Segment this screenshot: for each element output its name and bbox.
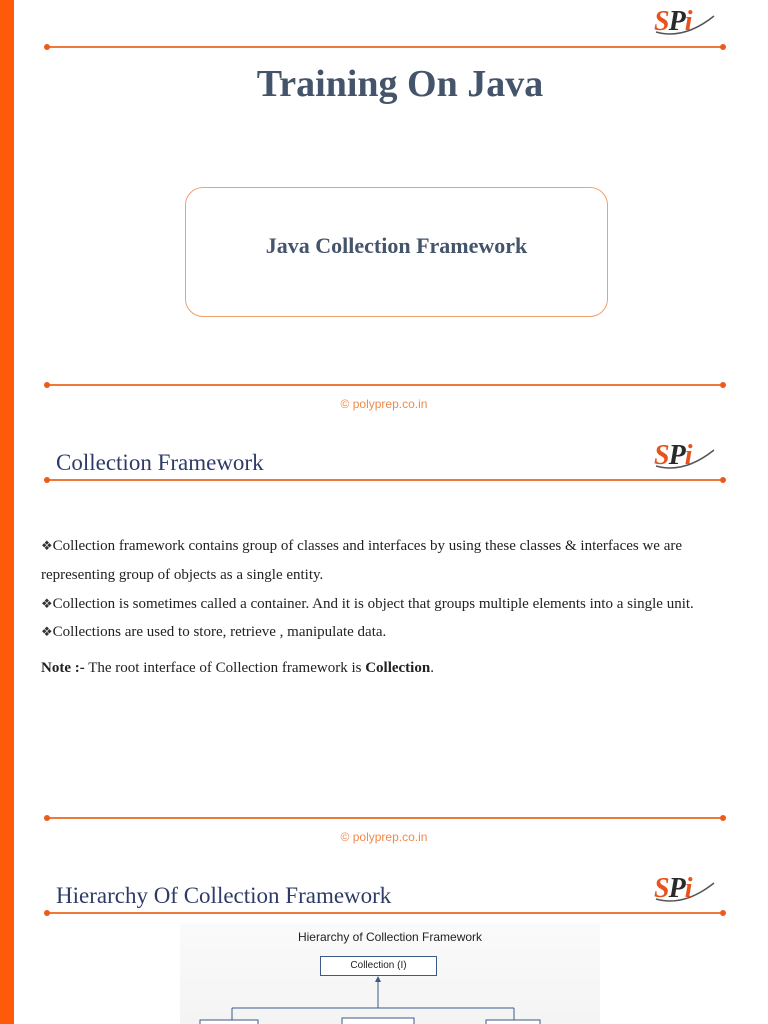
spi-logo xyxy=(654,873,716,905)
bullet-diamond-icon: ❖ xyxy=(41,538,53,553)
logo-letter-s: S xyxy=(654,873,669,904)
child-box-right xyxy=(486,1020,540,1024)
logo-letter-i: i xyxy=(684,440,692,471)
section-title: Collection Framework xyxy=(56,450,264,475)
child-box-left xyxy=(200,1020,258,1024)
bullet-item xyxy=(41,589,756,619)
logo-letter-s: S xyxy=(654,6,669,37)
note-end: . xyxy=(430,660,434,676)
diagram-title: Hierarchy of Collection Framework xyxy=(297,930,483,944)
bullet-item xyxy=(41,617,756,647)
divider-bottom xyxy=(47,817,723,819)
divider-top xyxy=(47,46,723,48)
diagram-connectors xyxy=(180,924,600,1024)
topic-box-text: Java Collection Framework xyxy=(265,233,528,258)
bullet-text: Collection framework contains group of classes and interfaces by using these classes & interfaces we are xyxy=(52,538,683,554)
logo-letter-i: i xyxy=(684,6,692,37)
bullet-text-continued: representing group of objects as a single entity. xyxy=(41,567,324,583)
child-box-middle xyxy=(342,1018,414,1024)
logo-letter-p: P xyxy=(668,873,685,904)
bullet-text: Collections are used to store, retrieve , manipulate data. xyxy=(52,624,387,640)
divider-bottom xyxy=(47,384,723,386)
logo-letter-p: P xyxy=(668,6,685,37)
note-emphasis: Collection xyxy=(365,660,431,676)
bullet-item xyxy=(41,531,756,590)
logo-letter-p: P xyxy=(668,440,685,471)
note-text: The root interface of Collection framework is xyxy=(84,660,366,676)
left-accent-bar xyxy=(0,0,14,1024)
bullet-diamond-icon: ❖ xyxy=(41,596,53,611)
spi-logo xyxy=(654,6,716,38)
page-title: Training On Java xyxy=(256,63,544,105)
spi-logo xyxy=(654,440,716,472)
logo-letter-s: S xyxy=(654,440,669,471)
note-label: Note :- xyxy=(41,660,85,676)
topic-box xyxy=(185,187,608,317)
hierarchy-diagram xyxy=(180,924,600,1024)
section-title: Hierarchy Of Collection Framework xyxy=(56,883,392,908)
footer-credit: © polyprep.co.in xyxy=(340,397,428,411)
logo-letter-i: i xyxy=(684,873,692,904)
note xyxy=(41,660,434,677)
divider-top xyxy=(47,479,723,481)
diagram-root-box: Collection (I) xyxy=(320,956,437,976)
footer-credit: © polyprep.co.in xyxy=(340,830,428,844)
bullet-diamond-icon: ❖ xyxy=(41,624,53,639)
arrow-up-icon xyxy=(375,976,381,982)
bullet-text: Collection is sometimes called a container. And it is object that groups multiple elements into a single unit. xyxy=(52,596,694,612)
divider-top xyxy=(47,912,723,914)
